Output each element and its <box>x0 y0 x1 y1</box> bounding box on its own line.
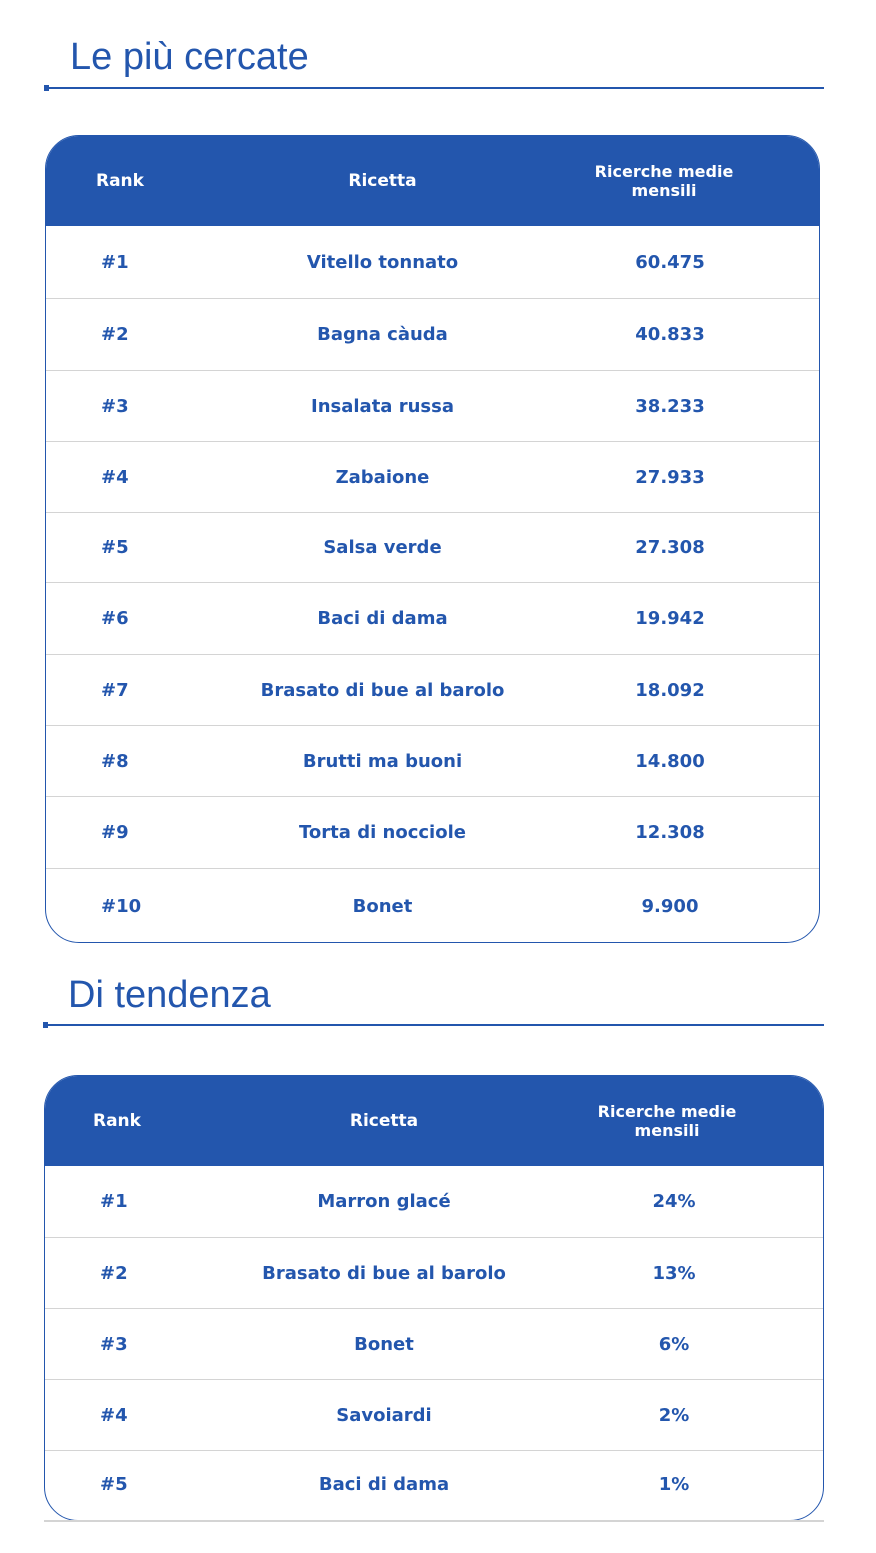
row-recipe: Savoiardi <box>336 1404 432 1426</box>
table-row <box>46 654 819 725</box>
row-rank: #5 <box>101 537 129 558</box>
row-recipe: Bonet <box>352 896 413 917</box>
section-divider <box>45 1024 824 1026</box>
header-rank: Rank <box>96 171 144 191</box>
row-rank: #6 <box>101 608 129 629</box>
row-rank: #5 <box>100 1474 128 1495</box>
row-value: 1% <box>658 1474 690 1495</box>
header-recipe: Ricetta <box>348 171 417 191</box>
row-value: 19.942 <box>635 608 705 629</box>
row-value: 27.933 <box>635 466 705 488</box>
table-row <box>45 1450 823 1518</box>
table-row <box>45 1237 823 1308</box>
row-rank: #1 <box>100 1191 128 1212</box>
row-recipe: Insalata russa <box>311 395 454 417</box>
row-recipe: Torta di nocciole <box>299 822 466 843</box>
row-rank: #2 <box>101 324 129 345</box>
row-recipe: Baci di dama <box>318 1474 450 1495</box>
row-rank: #3 <box>101 395 129 417</box>
row-rank: #10 <box>101 896 142 917</box>
table-header <box>46 136 819 226</box>
row-value: 24% <box>652 1191 696 1212</box>
header-recipe: Ricetta <box>349 1111 419 1131</box>
row-value: 38.233 <box>635 395 705 417</box>
row-recipe: Brutti ma buoni <box>302 750 463 772</box>
table-body <box>45 1166 823 1518</box>
section-title-trending: Di tendenza <box>68 974 271 1016</box>
section-divider <box>46 87 824 89</box>
row-value: 2% <box>658 1404 690 1426</box>
table-row <box>46 370 819 441</box>
row-recipe: Vitello tonnato <box>306 251 459 273</box>
row-value: 12.308 <box>635 822 705 843</box>
row-value: 9.900 <box>641 896 699 917</box>
row-rank: #3 <box>100 1333 128 1355</box>
header-metric: Ricerche medie mensili <box>594 162 734 200</box>
table-row <box>46 868 819 943</box>
footer-divider <box>44 1520 824 1522</box>
row-rank: #4 <box>100 1404 128 1426</box>
table-row <box>45 1166 823 1237</box>
trending-table <box>44 1075 824 1521</box>
row-value: 60.475 <box>635 251 705 273</box>
row-value: 18.092 <box>635 679 705 701</box>
row-value: 27.308 <box>635 537 705 558</box>
row-value: 6% <box>658 1333 690 1355</box>
row-recipe: Marron glacé <box>317 1191 451 1212</box>
row-recipe: Bagna càuda <box>317 324 448 345</box>
table-header <box>45 1076 823 1166</box>
row-recipe: Salsa verde <box>323 537 442 558</box>
table-row <box>45 1308 823 1379</box>
section-title-most-searched: Le più cercate <box>70 36 309 78</box>
most-searched-table <box>45 135 820 943</box>
table-row <box>46 512 819 582</box>
row-rank: #9 <box>101 822 129 843</box>
header-rank: Rank <box>93 1111 141 1131</box>
table-row <box>46 441 819 512</box>
row-rank: #4 <box>101 466 129 488</box>
row-value: 14.800 <box>635 750 705 772</box>
row-recipe: Brasato di bue al barolo <box>262 1262 506 1284</box>
table-row <box>46 725 819 796</box>
row-recipe: Bonet <box>354 1333 414 1355</box>
table-row <box>46 226 819 298</box>
row-rank: #2 <box>100 1262 128 1284</box>
header-metric: Ricerche medie mensili <box>597 1102 737 1140</box>
table-row <box>46 582 819 654</box>
table-row <box>46 796 819 868</box>
row-recipe: Zabaione <box>335 466 430 488</box>
row-value: 40.833 <box>635 324 705 345</box>
table-row <box>46 298 819 370</box>
row-rank: #7 <box>101 679 129 701</box>
row-recipe: Baci di dama <box>317 608 448 629</box>
row-recipe: Brasato di bue al barolo <box>260 679 505 701</box>
row-rank: #1 <box>101 251 129 273</box>
table-row <box>45 1379 823 1450</box>
row-rank: #8 <box>101 750 129 772</box>
table-body <box>46 226 819 943</box>
row-value: 13% <box>652 1262 696 1284</box>
